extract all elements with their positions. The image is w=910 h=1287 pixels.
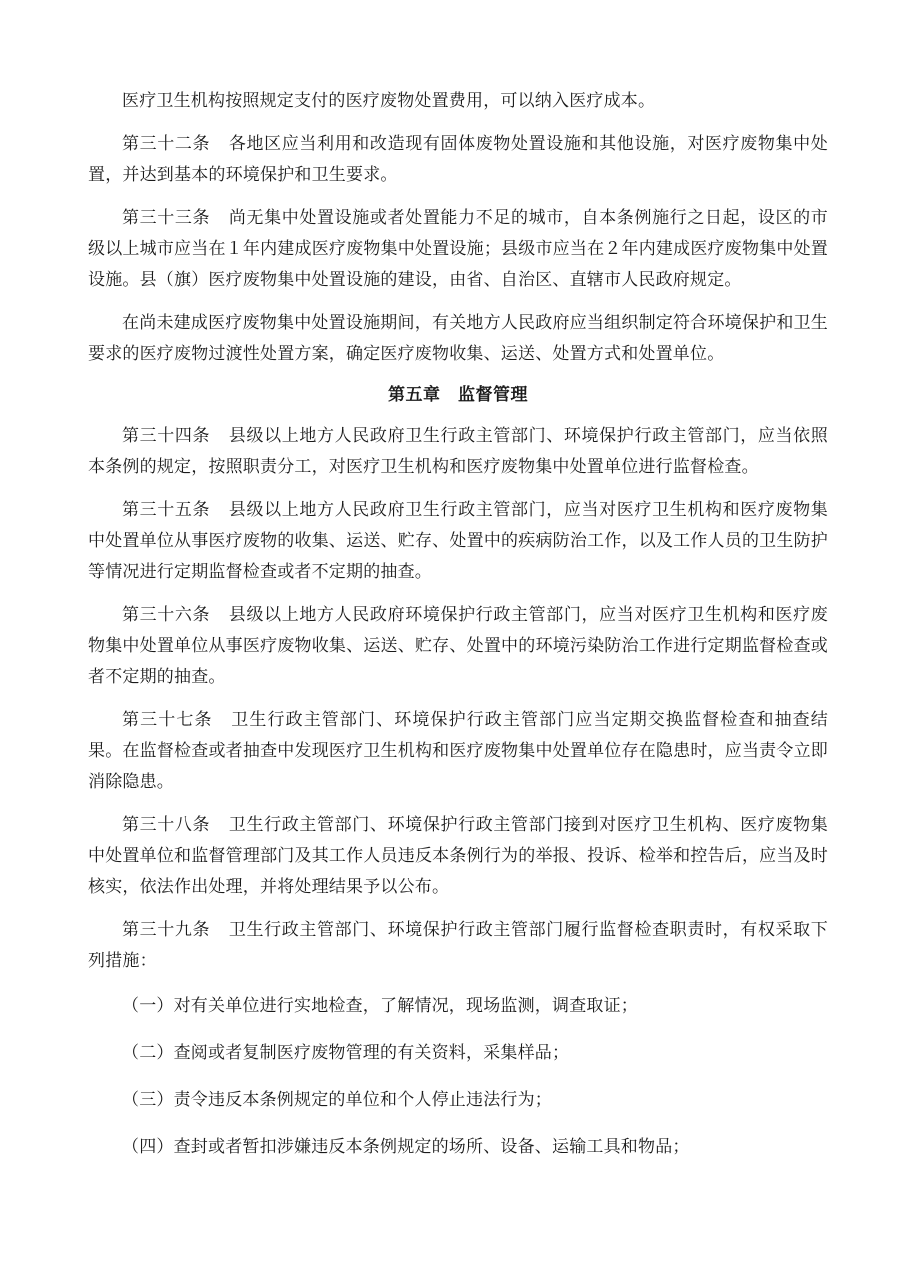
chapter-number: 第五章 (388, 385, 441, 405)
article-32 (88, 129, 828, 191)
article-number: 第三十八条 (122, 815, 211, 835)
chapter-heading (88, 380, 828, 411)
measures-list (88, 991, 828, 1163)
article-text: 各地区应当利用和改造现有固体废物处置设施和其他设施，对医疗废物集中处置，并达到基本的环境保护和卫生要求。 (88, 134, 828, 185)
article-number: 第三十五条 (122, 500, 211, 520)
article-33 (88, 203, 828, 296)
article-text: 县级以上地方人民政府卫生行政主管部门、环境保护行政主管部门，应当依照本条例的规定，按照职责分工，对医疗卫生机构和医疗废物集中处置单位进行监督检查。 (88, 426, 828, 477)
article-number: 第三十六条 (122, 605, 211, 625)
article-text: 尚无集中处置设施或者处置能力不足的城市，自本条例施行之日起，设区的市级以上城市应当在１年内建成医疗废物集中处置设施；县级市应当在２年内建成医疗废物集中处置设施。县（旗）医疗废物集中处置设施的建设，由省、自治区、直辖市人民政府规定。 (88, 208, 828, 290)
article-38 (88, 810, 828, 903)
paragraph-cost (88, 86, 828, 117)
article-39 (88, 915, 828, 977)
list-item: （四）查封或者暂扣涉嫌违反本条例规定的场所、设备、运输工具和物品； (122, 1137, 690, 1157)
paragraph-text: 在尚未建成医疗废物集中处置设施期间，有关地方人民政府应当组织制定符合环境保护和卫生要求的医疗废物过渡性处置方案，确定医疗废物收集、运送、处置方式和处置单位。 (88, 313, 828, 364)
article-number: 第三十九条 (122, 920, 211, 940)
article-37 (88, 705, 828, 798)
article-number: 第三十七条 (122, 710, 213, 730)
article-number: 第三十二条 (122, 134, 211, 154)
article-35 (88, 495, 828, 588)
article-number: 第三十四条 (122, 426, 211, 446)
list-item: （一）对有关单位进行实地检查，了解情况，现场监测，调查取证； (122, 996, 638, 1016)
article-text: 县级以上地方人民政府卫生行政主管部门，应当对医疗卫生机构和医疗废物集中处置单位从事医疗废物的收集、运送、贮存、处置中的疾病防治工作，以及工作人员的卫生防护等情况进行定期监督检查或者不定期的抽查。 (88, 500, 828, 582)
article-text: 卫生行政主管部门、环境保护行政主管部门接到对医疗卫生机构、医疗废物集中处置单位和监督管理部门及其工作人员违反本条例行为的举报、投诉、检举和控告后，应当及时核实，依法作出处理，并将处理结果予以公布。 (88, 815, 828, 897)
paragraph-text: 医疗卫生机构按照规定支付的医疗废物处置费用，可以纳入医疗成本。 (122, 91, 656, 111)
article-34 (88, 421, 828, 483)
article-number: 第三十三条 (122, 208, 211, 228)
list-item: （二）查阅或者复制医疗废物管理的有关资料，采集样品； (122, 1043, 570, 1063)
article-text: 县级以上地方人民政府环境保护行政主管部门，应当对医疗卫生机构和医疗废物集中处置单位从事医疗废物收集、运送、贮存、处置中的环境污染防治工作进行定期监督检查或者不定期的抽查。 (88, 605, 828, 687)
document-page (88, 86, 828, 1163)
paragraph-transition (88, 308, 828, 370)
article-text: 卫生行政主管部门、环境保护行政主管部门履行监督检查职责时，有权采取下列措施： (88, 920, 828, 971)
list-item: （三）责令违反本条例规定的单位和个人停止违法行为； (122, 1090, 552, 1110)
article-36 (88, 600, 828, 693)
article-text: 卫生行政主管部门、环境保护行政主管部门应当定期交换监督检查和抽查结果。在监督检查或者抽查中发现医疗卫生机构和医疗废物集中处置单位存在隐患时，应当责令立即消除隐患。 (88, 710, 828, 792)
chapter-title: 监督管理 (458, 385, 528, 405)
